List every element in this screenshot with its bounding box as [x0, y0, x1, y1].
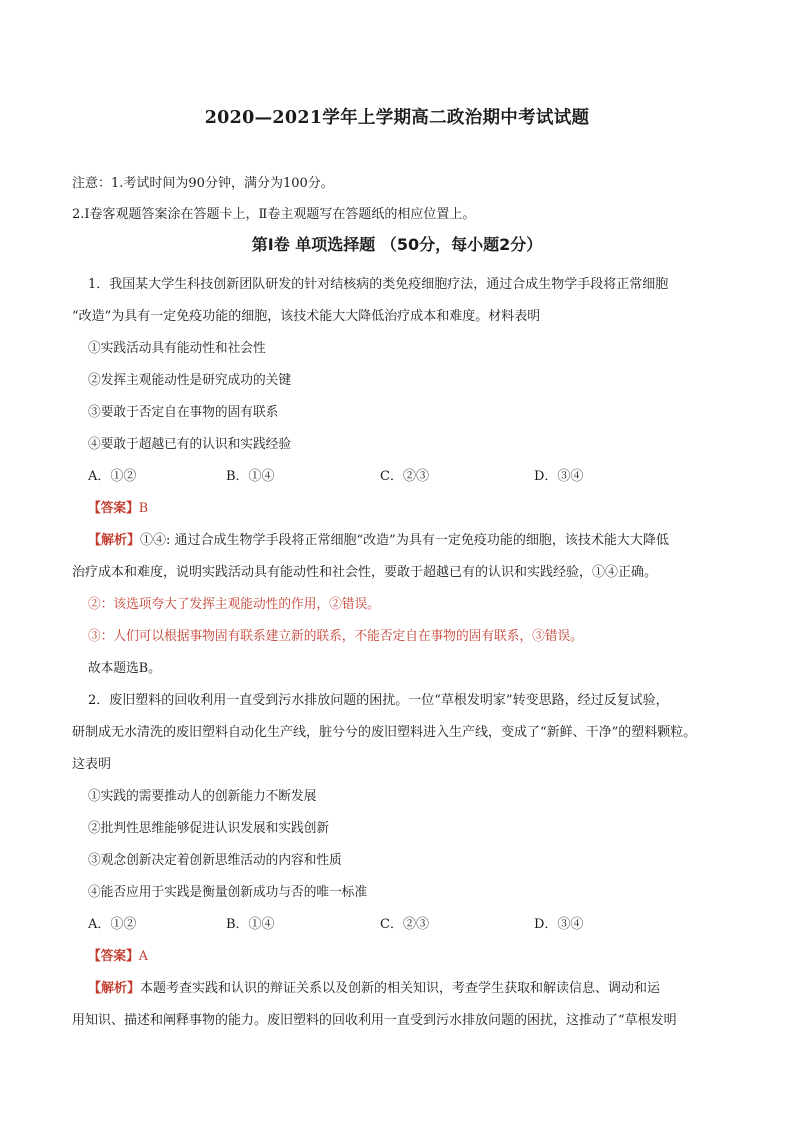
q2-stem-line-2: 研制成无水清洗的废旧塑料自动化生产线，脏兮兮的废旧塑料进入生产线，变成了“新鲜、干净”的塑料颗粒。 — [72, 725, 697, 740]
q1-option-b: B．①④ — [226, 469, 275, 484]
q2-option-d: D．③④ — [534, 917, 584, 932]
q1-statement-1: ①实践活动具有能动性和社会性 — [88, 341, 266, 356]
q2-option-b: B．①④ — [226, 917, 275, 932]
q2-analysis-tag: 【解析】 — [88, 981, 141, 996]
q2-statement-1: ①实践的需要推动人的创新能力不断发展 — [88, 789, 317, 804]
q2-option-c: C．②③ — [380, 917, 429, 932]
q1-answer — [88, 497, 732, 516]
q1-conclusion: 故本题选B。 — [88, 661, 161, 676]
q1-answer-tag: 【答案】 — [88, 501, 139, 516]
q2-answer-value: A — [138, 949, 148, 964]
q2-statement-3: ③观念创新决定着创新思维活动的内容和性质 — [88, 853, 342, 868]
q1-option-a: A．①② — [88, 469, 137, 484]
q2-statement-4: ④能否应用于实践是衡量创新成功与否的唯一标准 — [88, 885, 368, 900]
note-line-1: 注意：1.考试时间为90分钟，满分为100分。 — [72, 176, 334, 191]
q1-analysis-text-1: ①④: 通过合成生物学手段将正常细胞“改造”为具有一定免疫功能的细胞，该技术能大大降低 — [140, 533, 669, 548]
q1-statement-2: ②发挥主观能动性是研究成功的关键 — [88, 373, 292, 388]
q1-stem-line-1: 1．我国某大学生科技创新团队研发的针对结核病的类免疫细胞疗法，通过合成生物学手段将正常细胞 — [88, 277, 669, 292]
q2-option-a: A．①② — [88, 917, 137, 932]
q2-analysis-line-1 — [88, 977, 728, 996]
q2-answer-tag: 【答案】 — [88, 949, 139, 964]
q1-analysis-line-1 — [88, 529, 728, 548]
q2-stem-line-3: 这表明 — [72, 757, 112, 772]
page-title: 2020—2021学年上学期高二政治期中考试试题 — [204, 108, 590, 128]
q1-option-c: C．②③ — [380, 469, 429, 484]
q2-statement-2: ②批判性思维能够促进认识发展和实践创新 — [88, 821, 330, 836]
q1-analysis-tag: 【解析】 — [88, 533, 141, 548]
section-title: 第Ⅰ卷 单项选择题 （50分，每小题2分） — [251, 235, 543, 254]
note-line-2: 2.Ⅰ卷客观题答案涂在答题卡上，Ⅱ卷主观题写在答题纸的相应位置上。 — [72, 207, 476, 222]
q1-statement-3: ③要敢于否定自在事物的固有联系 — [88, 405, 279, 420]
q2-analysis-line-2: 用知识、描述和阐释事物的能力。废旧塑料的回收利用一直受到污水排放问题的困扰，这推动了“草根发明 — [72, 1013, 677, 1028]
q1-analysis-line-3: ②：该选项夸大了发挥主观能动性的作用，②错误。 — [88, 597, 380, 612]
q2-stem-line-1: 2．废旧塑料的回收利用一直受到污水排放问题的困扰。一位“草根发明家”转变思路，经过反复试验， — [88, 693, 669, 708]
q1-analysis-line-4: ③：人们可以根据事物固有联系建立新的联系，不能否定自在事物的固有联系，③错误。 — [88, 629, 583, 644]
q1-statement-4: ④要敢于超越已有的认识和实践经验 — [88, 437, 292, 452]
q1-option-d: D．③④ — [534, 469, 584, 484]
q1-answer-value: B — [138, 501, 149, 516]
q1-analysis-line-2: 治疗成本和难度，说明实践活动具有能动性和社会性，要敢于超越已有的认识和实践经验，①④正确。 — [72, 565, 658, 580]
q1-stem-line-2: “改造”为具有一定免疫功能的细胞，该技术能大大降低治疗成本和难度。材料表明 — [72, 309, 541, 324]
q2-answer — [88, 945, 732, 964]
q2-analysis-text-1: 本题考查实践和认识的辩证关系以及创新的相关知识，考查学生获取和解读信息、调动和运 — [140, 981, 661, 996]
